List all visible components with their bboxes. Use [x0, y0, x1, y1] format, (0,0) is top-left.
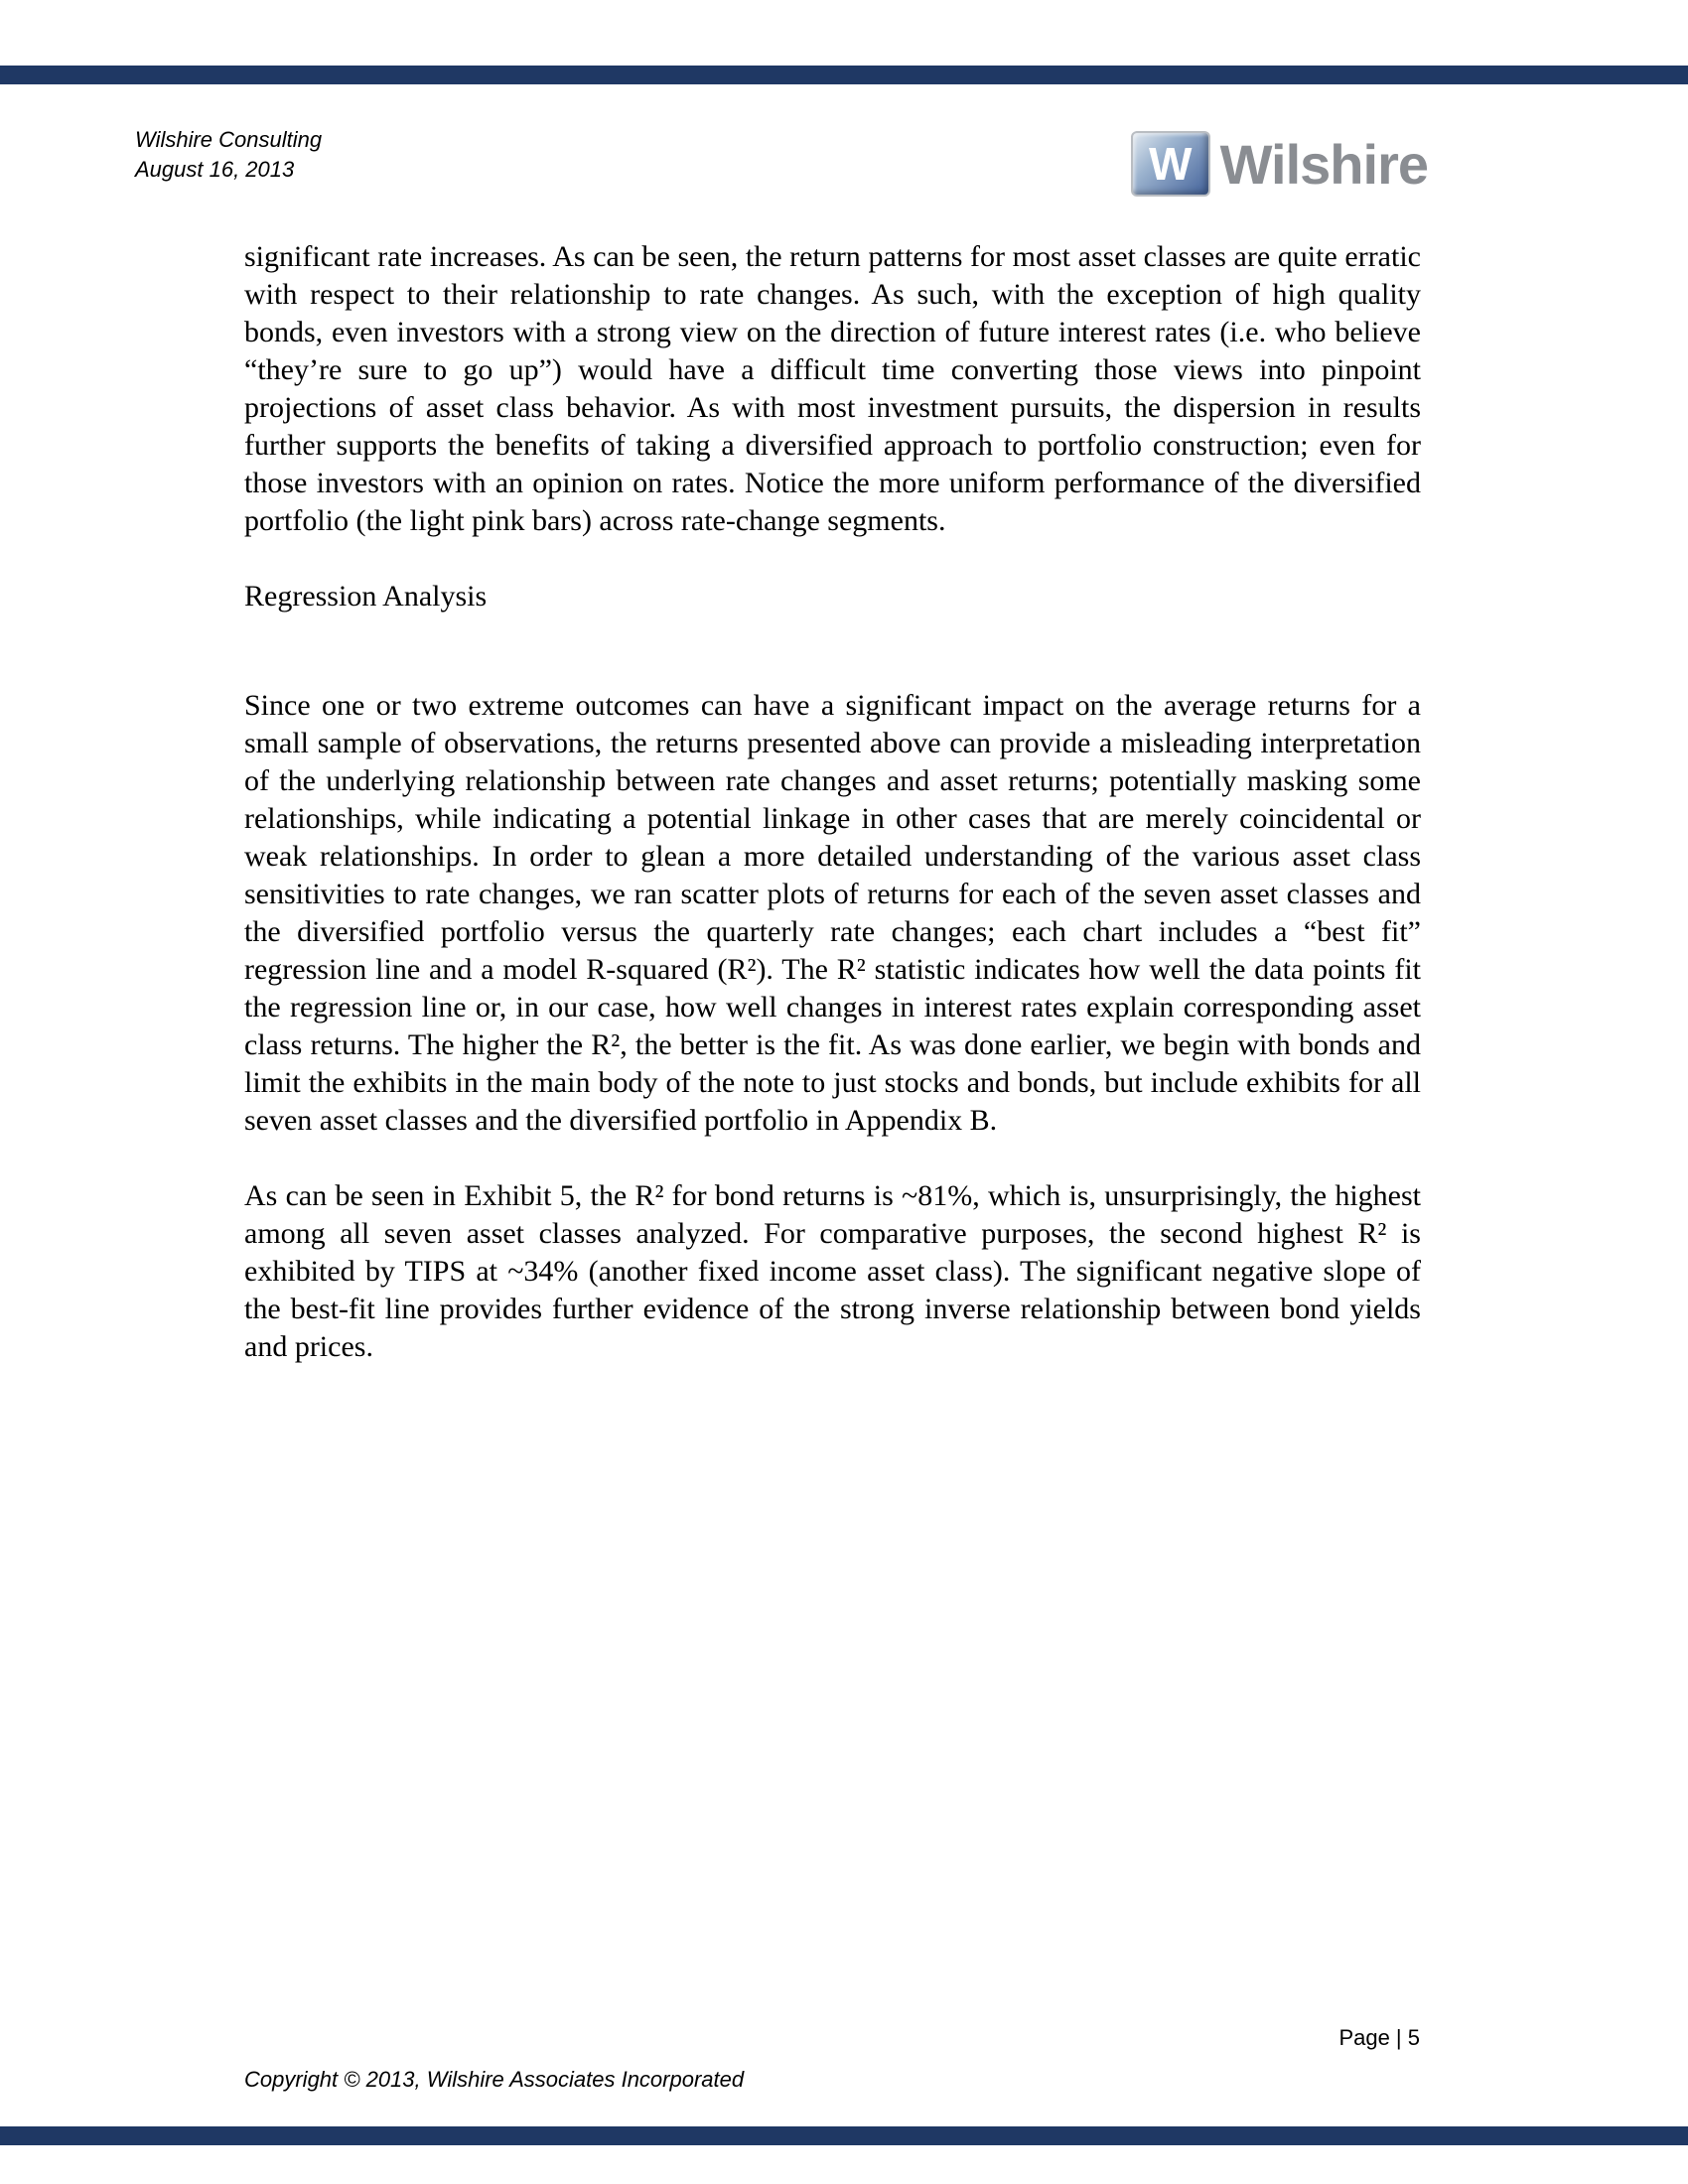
document-header: [135, 125, 322, 185]
wilshire-logo-icon: W: [1131, 131, 1210, 197]
copyright-notice: Copyright © 2013, Wilshire Associates Incorporated: [244, 2067, 745, 2092]
body-paragraph-1: significant rate increases. As can be seen, the return patterns for most asset classes are quite erratic with respect to their relationship to rate changes. As such, with the exception of high quality bonds, even investors with a strong view on the direction of future interest rates (i.e. who believe “they’re sure to go up”) would have a difficult time converting those views into pinpoint projections of asset class behavior. As with most investment pursuits, the dispersion in results further supports the benefits of taking a diversified approach to portfolio construction; even for those investors with an opinion on rates. Notice the more uniform performance of the diversified portfolio (the light pink bars) across rate-change segments.: [244, 240, 1421, 537]
page-number: Page | 5: [1338, 2025, 1420, 2050]
section-heading-regression-analysis: Regression Analysis: [244, 580, 488, 613]
top-rule-bar: [0, 66, 1688, 84]
bottom-rule-bar: [0, 2126, 1688, 2145]
wilshire-logo: [1131, 131, 1428, 197]
header-org: Wilshire Consulting: [135, 127, 323, 152]
body-paragraph-3: As can be seen in Exhibit 5, the R² for bond returns is ~81%, which is, unsurprisingly, the highest among all seven asset classes analyzed. For comparative purposes, the second highest R² is exhibited by TIPS at ~34% (another fixed income asset class). The significant negative slope of the best-fit line provides further evidence of the strong inverse relationship between bond yields and prices.: [244, 1179, 1421, 1363]
header-date: August 16, 2013: [135, 157, 295, 182]
wilshire-logo-text: Wilshire: [1219, 132, 1428, 196]
document-body: [244, 238, 1421, 1366]
body-paragraph-2: Since one or two extreme outcomes can have a significant impact on the average returns for a small sample of observations, the returns presented above can provide a misleading interpretation of the underlying relationship between rate changes and asset returns; potentially masking some relationships, while indicating a potential linkage in other cases that are merely coincidental or weak relationships. In order to glean a more detailed understanding of the various asset class sensitivities to rate changes, we ran scatter plots of returns for each of the seven asset classes and the diversified portfolio versus the quarterly rate changes; each chart includes a “best fit” regression line and a model R-squared (R²). The R² statistic indicates how well the data points fit the regression line or, in our case, how well changes in interest rates explain corresponding asset class returns. The higher the R², the better is the fit. As was done earlier, we begin with bonds and limit the exhibits in the main body of the note to just stocks and bonds, but include exhibits for all seven asset classes and the diversified portfolio in Appendix B.: [244, 689, 1421, 1137]
